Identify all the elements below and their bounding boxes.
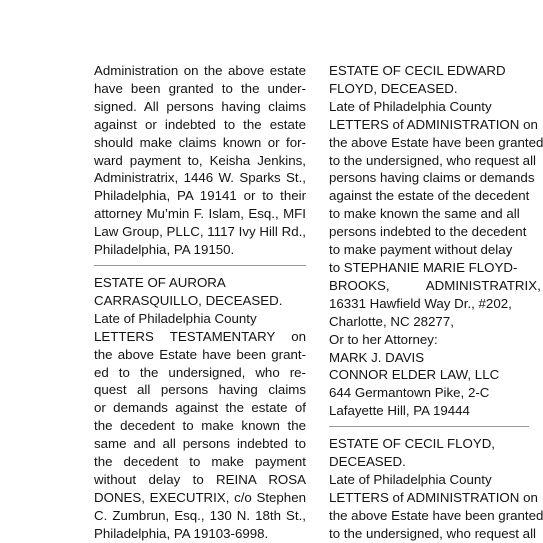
notice-cecil-edward-floyd: [329, 62, 543, 420]
notice-heading: ESTATE OF CECIL EDWARD: [329, 63, 506, 78]
notice-heading: DECEASED.: [329, 454, 406, 470]
text-line: against the estate of the decedent: [329, 188, 530, 204]
text-line: have been granted to the under-: [94, 80, 306, 96]
notice-heading: ESTATE OF CECIL FLOYD,: [329, 436, 495, 452]
text-line: Philadelphia, PA 19150.: [94, 242, 235, 258]
right-column: [329, 62, 543, 543]
text-line: to make known the same and all: [329, 206, 520, 222]
text-line: the above Estate have been granted: [329, 507, 543, 523]
text-line: Charlotte, NC 28277,: [329, 313, 454, 329]
text-line: ward payment to, Keisha Jenkins,: [94, 152, 306, 168]
text-line: Administration on the above estate: [94, 63, 306, 78]
text-line: or demands against the estate of: [94, 400, 306, 416]
notice-heading: ESTATE OF AURORA: [94, 274, 226, 290]
text-line: Philadelphia, PA 19141 or to their: [94, 188, 306, 204]
text-line: Law Group, PLLC, 1117 Ivy Hill Rd.,: [94, 224, 306, 240]
text-line: Or to her Attorney:: [329, 331, 438, 347]
text-line: ed to the undersigned, who re-: [94, 364, 306, 380]
notice-divider: [94, 265, 306, 266]
notice-cecil-floyd: [329, 435, 543, 542]
left-column: [94, 62, 306, 543]
notice-heading: CARRASQUILLO, DECEASED.: [94, 292, 283, 308]
text-line: without delay to REINA ROSA: [94, 471, 306, 487]
text-line: to make payment without delay: [329, 242, 513, 258]
notice-keisha-jenkins-continued: [94, 62, 306, 259]
text-line: to the undersigned, who request all: [329, 152, 536, 168]
law-firm-name: CONNOR ELDER LAW, LLC: [329, 367, 500, 383]
text-line: BROOKS, ADMINISTRATRIX,: [329, 277, 541, 293]
address-line: Lafayette Hill, PA 19444: [329, 403, 470, 419]
address-line: 644 Germantown Pike, 2-C: [329, 385, 490, 401]
text-line: the above Estate have been grant-: [94, 346, 306, 362]
text-line: LETTERS of ADMINISTRATION on: [329, 116, 538, 132]
text-line: to the undersigned, who request all: [329, 525, 536, 541]
notice-body: [94, 62, 306, 241]
text-line: should make claims known or for-: [94, 134, 306, 150]
notice-county: Late of Philadelphia County: [329, 98, 492, 114]
attorney-name: MARK J. DAVIS: [329, 349, 425, 365]
notice-divider: [329, 426, 529, 427]
notice-county: Late of Philadelphia County: [329, 471, 492, 487]
text-line: Administratrix, 1446 W. Sparks St.,: [94, 170, 306, 186]
text-line: the decedent to make payment: [94, 454, 306, 470]
notice-county: Late of Philadelphia County: [94, 310, 257, 326]
text-line: to STEPHANIE MARIE FLOYD-: [329, 259, 518, 275]
text-line: same and all persons indebted to: [94, 436, 306, 452]
text-line: C. Zumbrun, Esq., 130 N. 18th St.,: [94, 507, 306, 523]
text-line: LETTERS TESTAMENTARY on: [94, 328, 306, 344]
notice-heading: FLOYD, DECEASED.: [329, 80, 458, 96]
text-line: persons indebted to the decedent: [329, 224, 527, 240]
notice-aurora-carrasquillo: [94, 274, 306, 543]
text-line: DONES, EXECUTRIX, c/o Stephen: [94, 489, 306, 505]
notice-body: [94, 328, 306, 525]
text-line: quest all persons having claims: [94, 382, 306, 398]
text-line: 16331 Hawfield Way Dr., #202,: [329, 295, 512, 311]
text-line: signed. All persons having claims: [94, 98, 306, 114]
text-line: LETTERS of ADMINISTRATION on: [329, 489, 538, 505]
text-line: against or indebted to the estate: [94, 116, 306, 132]
text-line: attorney Mu’min F. Islam, Esq., MFI: [94, 206, 306, 222]
text-line: persons having claims or demands: [329, 170, 535, 186]
text-line: Philadelphia, PA 19103-6998.: [94, 525, 269, 541]
text-line: the above Estate have been granted: [329, 134, 543, 150]
text-line: the decedent to make known the: [94, 418, 306, 434]
